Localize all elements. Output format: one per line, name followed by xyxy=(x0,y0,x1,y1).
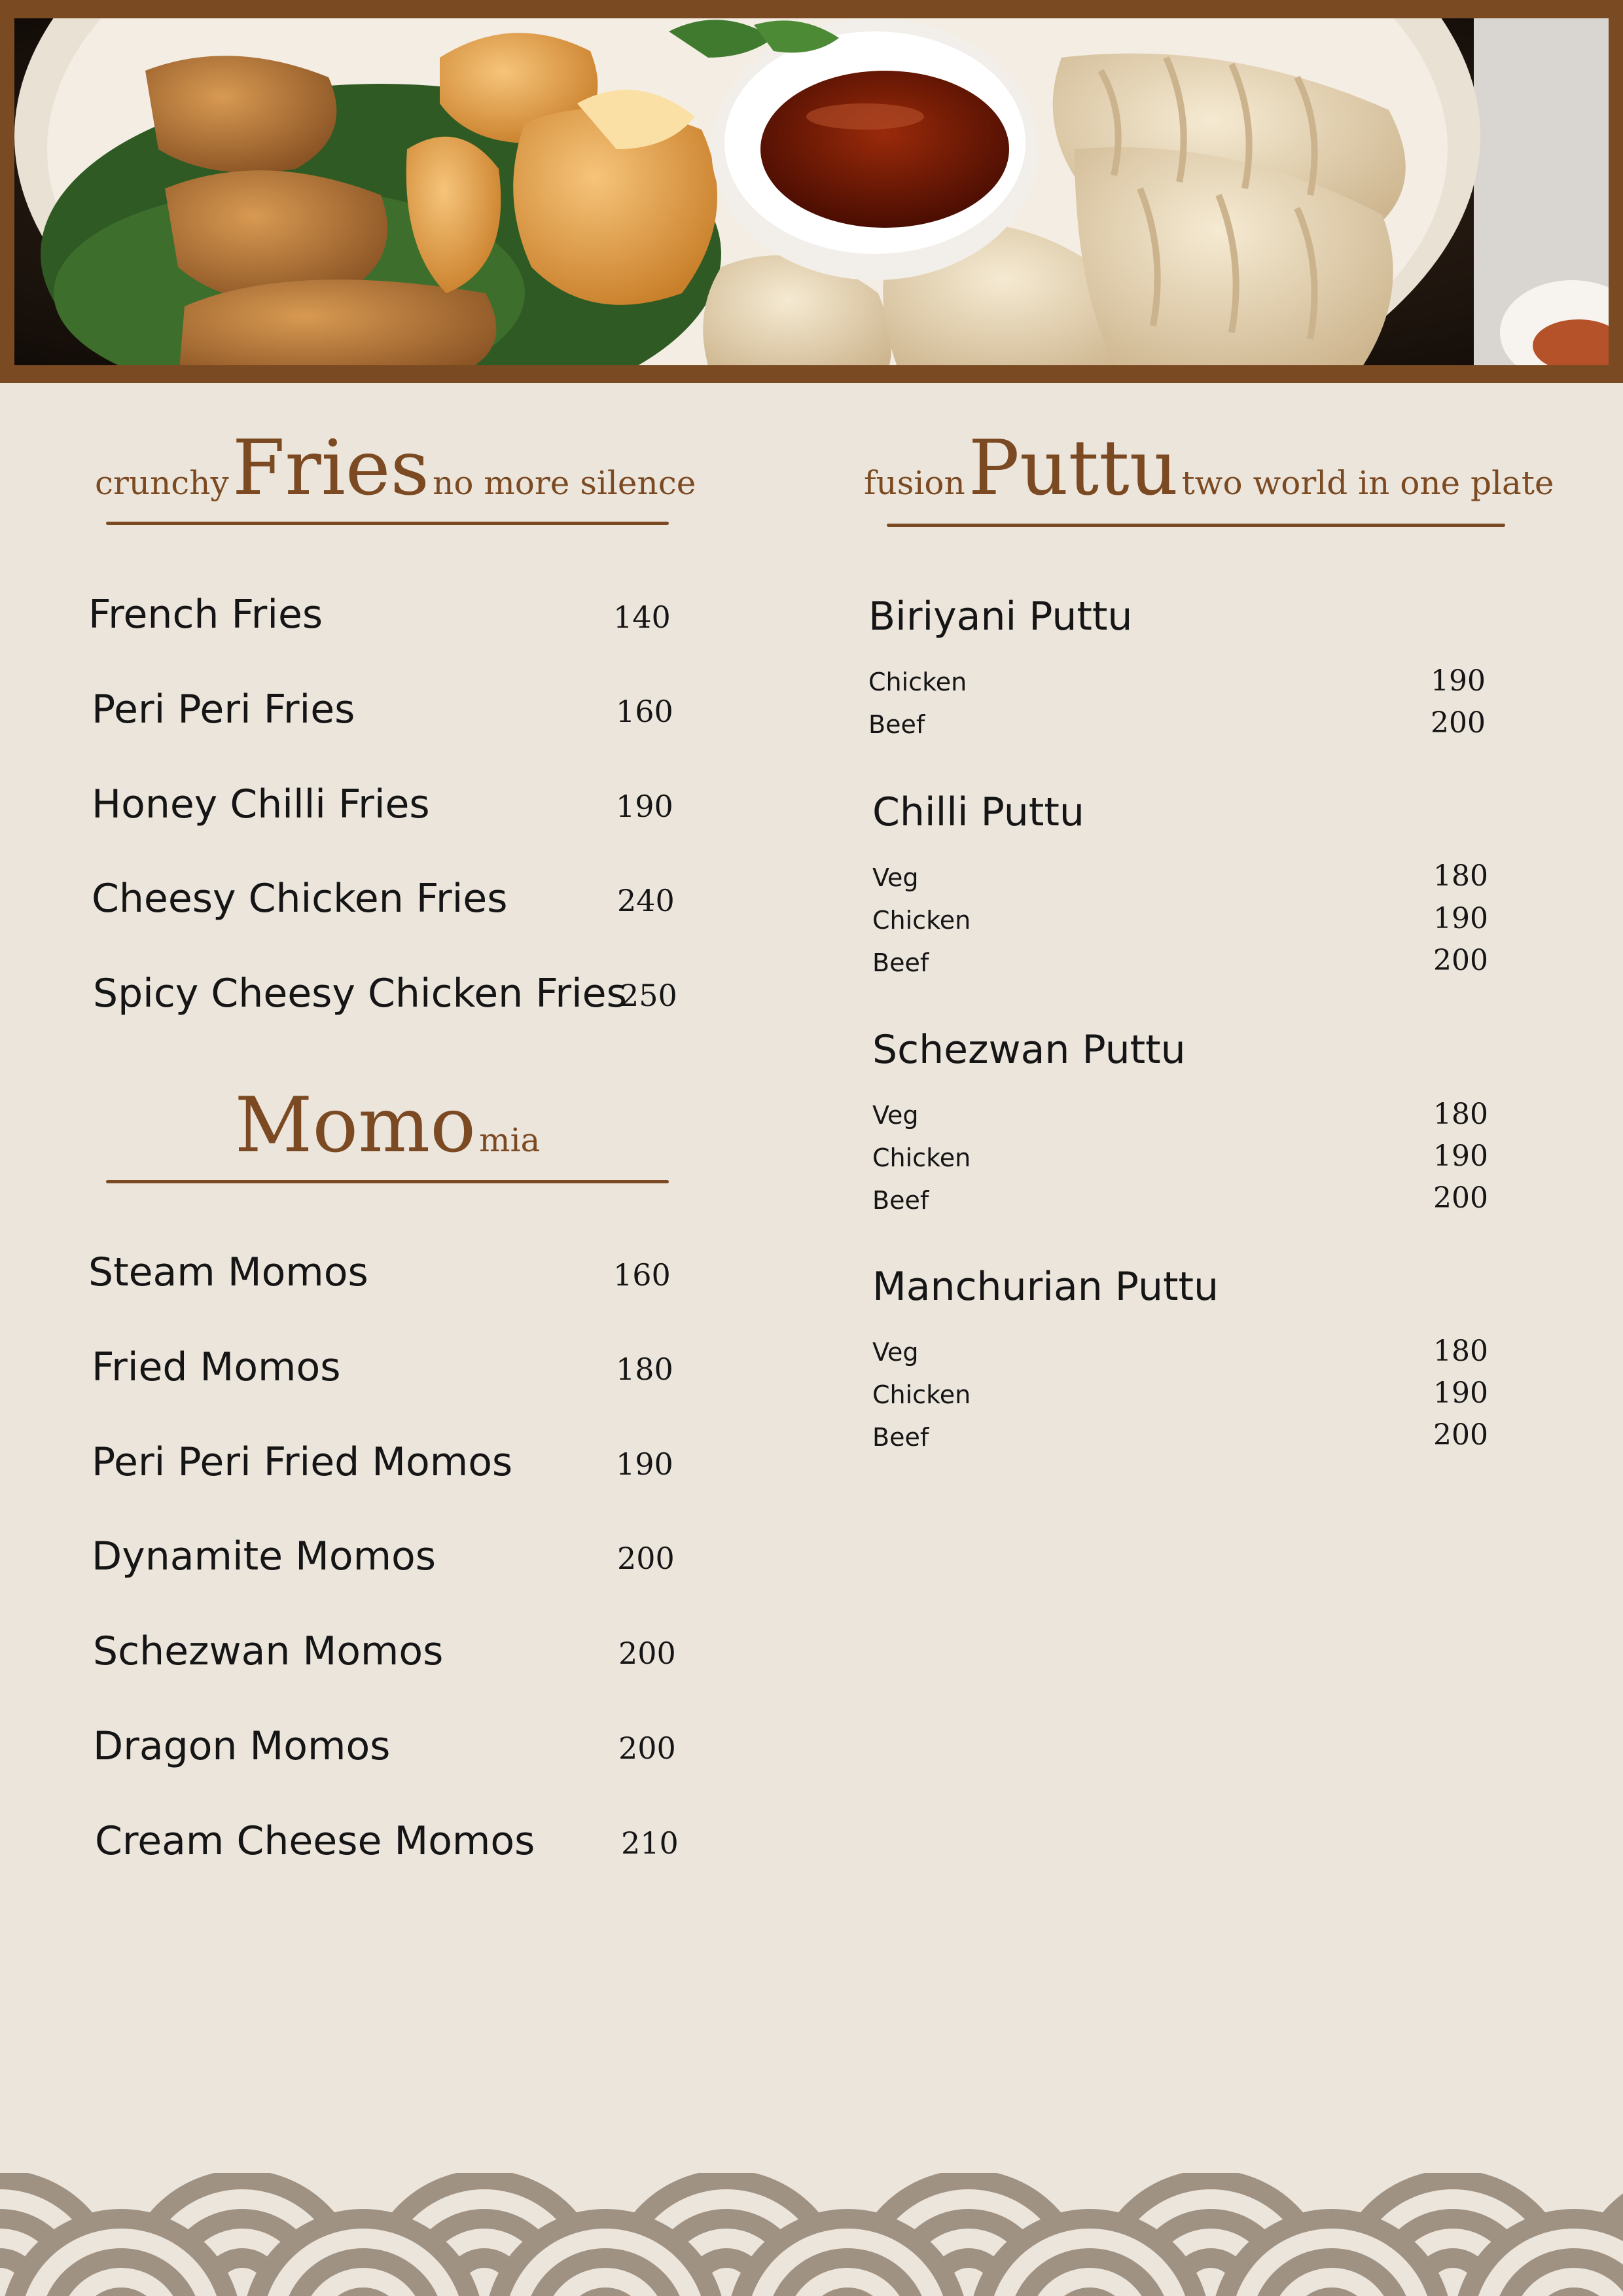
item-name: Dragon Momos xyxy=(93,1723,391,1769)
variant-name: Chicken xyxy=(868,668,967,696)
item-name: Peri Peri Fried Momos xyxy=(92,1439,513,1485)
puttu-prefix: fusion xyxy=(864,464,965,502)
item-price: 200 xyxy=(618,1731,676,1766)
variant-name: Veg xyxy=(872,863,919,892)
item-price: 190 xyxy=(616,789,673,824)
wave-pattern-decoration xyxy=(0,2173,1623,2296)
momo-heading xyxy=(106,1081,669,1170)
item-name: Spicy Cheesy Chicken Fries xyxy=(93,971,627,1016)
puttu-title: Puttu xyxy=(968,424,1179,512)
item-price: 210 xyxy=(621,1825,679,1861)
item-price: 240 xyxy=(617,883,675,918)
variant-name: Beef xyxy=(872,1186,929,1215)
variant-name: Beef xyxy=(872,1423,929,1452)
variant-price: 190 xyxy=(1433,902,1488,935)
variant-price: 180 xyxy=(1433,859,1488,893)
item-name: Steam Momos xyxy=(88,1249,368,1295)
puttu-group-title: Manchurian Puttu xyxy=(872,1264,1219,1310)
variant-name: Chicken xyxy=(872,1143,971,1172)
fries-heading xyxy=(95,424,696,512)
hero-banner xyxy=(0,0,1623,383)
item-name: Schezwan Momos xyxy=(93,1628,444,1674)
item-name: Dynamite Momos xyxy=(92,1534,437,1579)
variant-name: Veg xyxy=(872,1338,919,1367)
momo-underline xyxy=(106,1180,669,1183)
item-name: Peri Peri Fries xyxy=(92,687,355,732)
variant-price: 200 xyxy=(1433,1181,1488,1215)
puttu-group-title: Chilli Puttu xyxy=(872,789,1084,835)
variant-price: 200 xyxy=(1433,944,1488,977)
variant-name: Beef xyxy=(868,710,925,739)
variant-price: 190 xyxy=(1431,664,1486,698)
momo-title: Momo xyxy=(234,1081,476,1170)
item-price: 160 xyxy=(616,694,673,729)
item-price: 160 xyxy=(613,1257,671,1293)
puttu-group-title: Biriyani Puttu xyxy=(868,594,1133,639)
fries-prefix: crunchy xyxy=(95,464,229,502)
variant-price: 190 xyxy=(1433,1139,1488,1173)
fries-underline xyxy=(106,522,669,525)
variant-price: 180 xyxy=(1433,1335,1488,1368)
variant-price: 200 xyxy=(1431,706,1486,740)
puttu-group-title: Schezwan Puttu xyxy=(872,1027,1186,1073)
variant-price: 200 xyxy=(1433,1418,1488,1452)
item-name: Fried Momos xyxy=(92,1344,341,1390)
variant-name: Veg xyxy=(872,1101,919,1130)
fries-title: Fries xyxy=(232,424,430,512)
puttu-underline xyxy=(887,524,1505,527)
puttu-suffix: two world in one plate xyxy=(1181,464,1554,502)
puttu-heading xyxy=(864,424,1554,512)
item-name: Honey Chilli Fries xyxy=(92,781,430,827)
item-price: 140 xyxy=(613,600,671,635)
item-price: 180 xyxy=(616,1352,673,1387)
variant-name: Beef xyxy=(872,948,929,977)
item-price: 250 xyxy=(620,978,677,1013)
item-name: Cream Cheese Momos xyxy=(95,1818,535,1864)
item-name: Cheesy Chicken Fries xyxy=(92,876,508,922)
variant-price: 180 xyxy=(1433,1098,1488,1131)
item-price: 190 xyxy=(616,1446,673,1482)
variant-name: Chicken xyxy=(872,906,971,935)
hero-food-photo xyxy=(14,18,1609,365)
item-price: 200 xyxy=(617,1541,675,1576)
variant-price: 190 xyxy=(1433,1376,1488,1410)
variant-name: Chicken xyxy=(872,1380,971,1409)
fries-suffix: no more silence xyxy=(433,464,696,502)
item-name: French Fries xyxy=(88,592,323,637)
item-price: 200 xyxy=(618,1636,676,1671)
momo-suffix: mia xyxy=(479,1121,541,1159)
